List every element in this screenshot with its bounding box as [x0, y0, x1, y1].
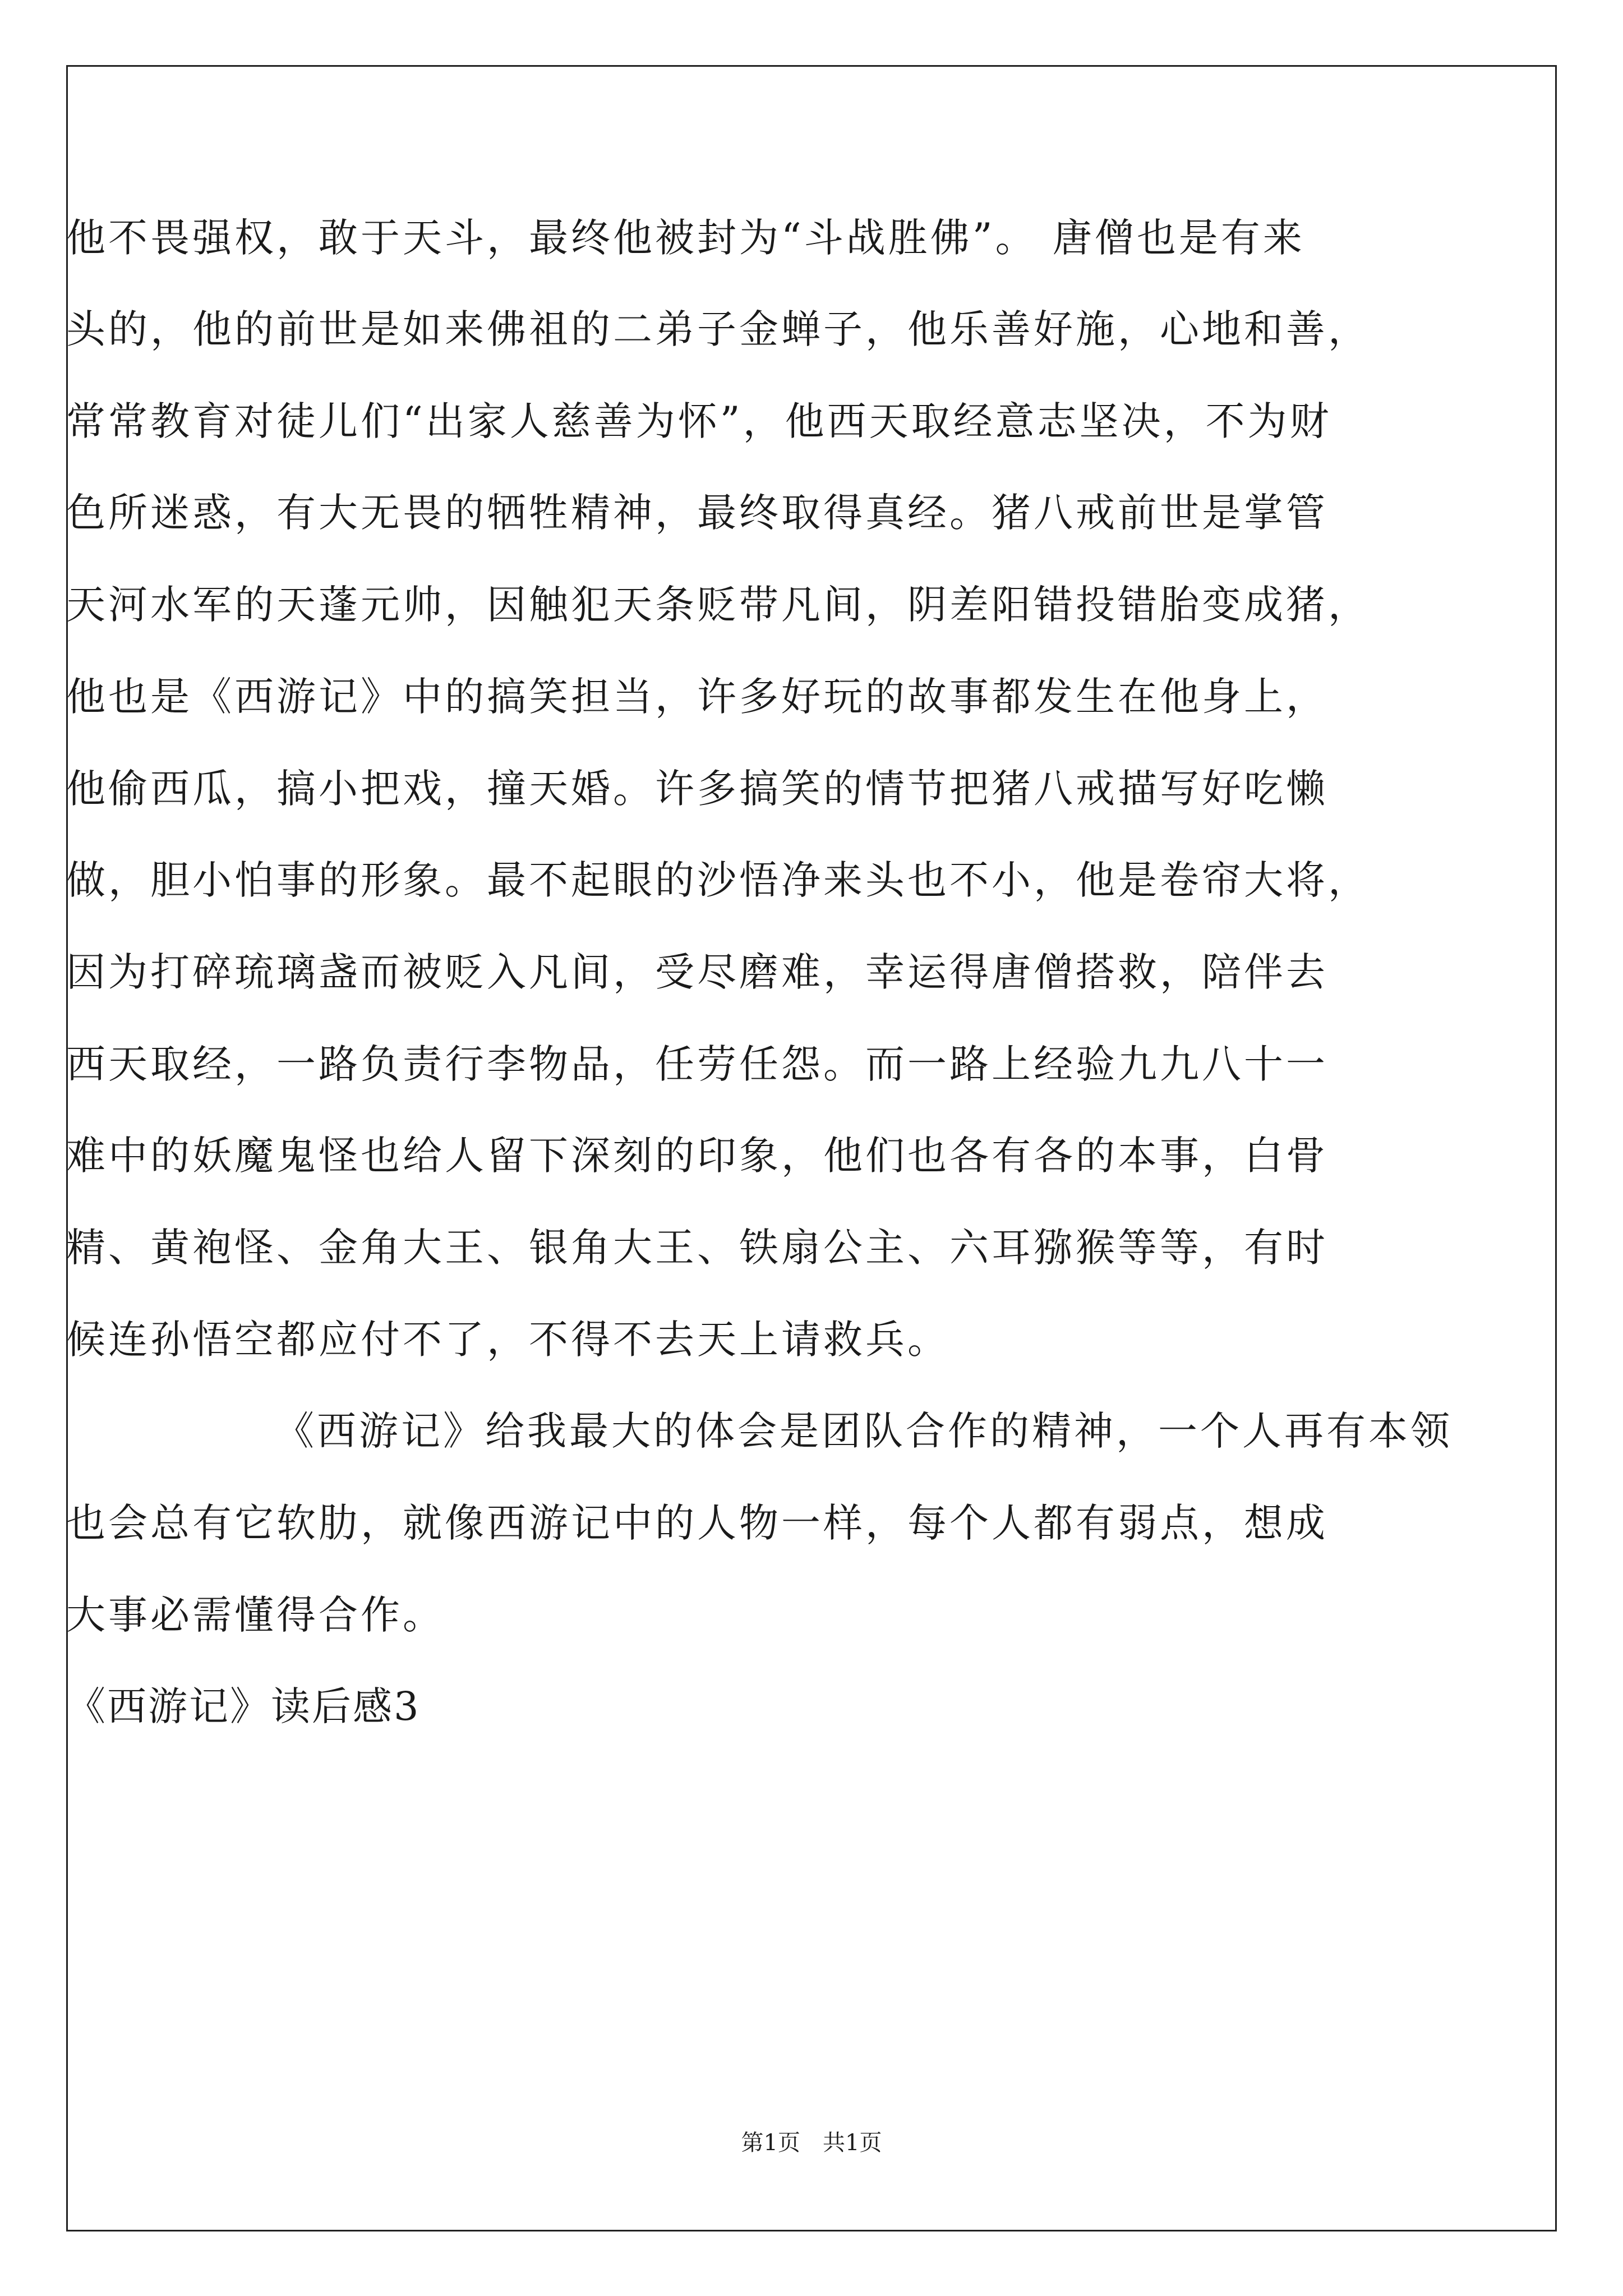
paragraph-1-line-1: 他不畏强权，敢于天斗，最终他被封为“斗战胜佛”。 唐僧也是有来: [66, 215, 1305, 261]
paragraph-1-line-3: 常常教育对徒儿们“出家人慈善为怀”，他西天取经意志坚决，不为财: [66, 398, 1332, 444]
paragraph-1-line-7: 他偷西瓜，搞小把戏，撞天婚。许多搞笑的情节把猪八戒描写好吃懒: [66, 766, 1328, 812]
paragraph-1-line-10: 西天取经，一路负责行李物品，任劳任怨。而一路上经验九九八十一: [66, 1041, 1328, 1087]
section-heading: 《西游记》读后感3: [66, 1683, 421, 1729]
page-footer: [0, 2126, 1623, 2160]
paragraph-1-line-13: 候连孙悟空都应付不了，不得不去天上请救兵。: [66, 1317, 949, 1363]
paragraph-1-line-5: 天河水军的天蓬元帅，因触犯天条贬带凡间，阴差阳错投错胎变成猪，: [66, 582, 1370, 628]
page-number: 第1页: [741, 2130, 800, 2156]
paragraph-1-line-12: 精、黄袍怪、金角大王、银角大王、铁扇公主、六耳猕猴等等，有时: [66, 1225, 1328, 1271]
paragraph-2-line-3: 大事必需懂得合作。: [66, 1592, 445, 1638]
paragraph-1-line-8: 做，胆小怕事的形象。最不起眼的沙悟净来头也不小，他是卷帘大将，: [66, 857, 1370, 903]
paragraph-1-line-6: 他也是《西游记》中的搞笑担当，许多好玩的故事都发生在他身上，: [66, 674, 1328, 720]
paragraph-2-line-2: 也会总有它软肋，就像西游记中的人物一样，每个人都有弱点，想成: [66, 1500, 1328, 1546]
page-total: 共1页: [823, 2130, 882, 2156]
paragraph-2-line-1: 《西游记》给我最大的体会是团队合作的精神，一个人再有本领: [275, 1408, 1453, 1454]
paragraph-1-line-4: 色所迷惑，有大无畏的牺牲精神，最终取得真经。猪八戒前世是掌管: [66, 490, 1328, 536]
paragraph-1-line-2: 头的，他的前世是如来佛祖的二弟子金蝉子，他乐善好施，心地和善，: [66, 306, 1370, 352]
paragraph-1-line-11: 难中的妖魔鬼怪也给人留下深刻的印象，他们也各有各的本事，白骨: [66, 1133, 1328, 1179]
paragraph-1-line-9: 因为打碎琉璃盏而被贬入凡间，受尽磨难，幸运得唐僧搭救，陪伴去: [66, 949, 1328, 995]
